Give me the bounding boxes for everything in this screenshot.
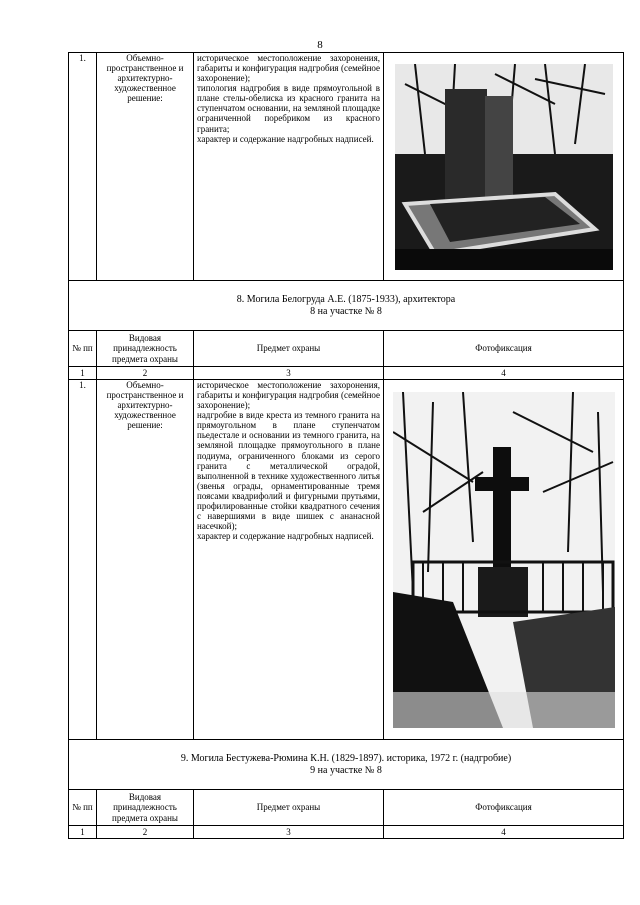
header-num: № пп xyxy=(69,790,97,826)
header-photo: Фотофиксация xyxy=(384,331,624,367)
description-item: характер и содержание надгробных надписей. xyxy=(197,531,374,542)
description-item: типология надгробия в виде прямоугольной в плане стелы-обелиска из красного гранита на ступенчатом основании, на земляной площадке ограниченной поребриком из красного гранита; xyxy=(197,83,380,134)
index-cell: 4 xyxy=(384,826,624,839)
row-number: 1. xyxy=(69,53,97,281)
header-subject: Предмет охраны xyxy=(194,790,384,826)
section-location: 8 на участке № 8 xyxy=(310,305,382,317)
row-category: Объемно-пространственное и архитектурно-художественное решение: xyxy=(97,53,194,281)
grave-cross-photo xyxy=(393,392,615,728)
header-num: № пп xyxy=(69,331,97,367)
index-cell: 2 xyxy=(97,826,194,839)
index-cell: 3 xyxy=(194,367,384,380)
header-category: Видовая принадлежность предмета охраны xyxy=(97,790,194,826)
index-cell: 4 xyxy=(384,367,624,380)
section-header xyxy=(69,740,624,790)
column-indexes xyxy=(69,826,624,839)
index-cell: 1 xyxy=(69,367,97,380)
heritage-table xyxy=(68,52,624,839)
row-description xyxy=(194,380,384,740)
table-row xyxy=(69,53,624,281)
photo-cell xyxy=(384,380,624,740)
header-subject: Предмет охраны xyxy=(194,331,384,367)
description-item: надгробие в виде креста из темного гранита на прямоугольном в плане ступенчатом пьедестале и основании из темного гранита, на земляной площадке прямоугольного в плане подиума, ограниченного блоками из серого гранита с металлической оградой, выполненной в технике художественного литья (звенья ограды, орнаментированные тремя поясами квадрифолий и фигурными прутьями, профилированные стойки квадратного сечения с навершиями в виде шишек с ананасной насечкой); xyxy=(197,410,380,532)
section-header xyxy=(69,281,624,331)
index-cell: 2 xyxy=(97,367,194,380)
photo-cell xyxy=(384,53,624,281)
row-description xyxy=(194,53,384,281)
section-title: 8. Могила Белогруда А.Е. (1875-1933), архитектора xyxy=(236,293,456,305)
index-cell: 1 xyxy=(69,826,97,839)
index-cell: 3 xyxy=(194,826,384,839)
header-category: Видовая принадлежность предмета охраны xyxy=(97,331,194,367)
row-category: Объемно-пространственное и архитектурно-художественное решение: xyxy=(97,380,194,740)
column-headers xyxy=(69,790,624,826)
page-number: 8 xyxy=(317,39,323,51)
column-headers xyxy=(69,331,624,367)
description-item: историческое местоположение захоронения, габариты и конфигурация надгробия (семейное захоронение); xyxy=(197,53,380,84)
section-title: 9. Могила Бестужева-Рюмина К.Н. (1829-1897). историка, 1972 г. (надгробие) xyxy=(180,752,512,764)
description-item: историческое местоположение захоронения, габариты и конфигурация надгробия (семейное захоронение); xyxy=(197,380,380,411)
table-row xyxy=(69,380,624,740)
header-photo: Фотофиксация xyxy=(384,790,624,826)
column-indexes xyxy=(69,367,624,380)
grave-stele-photo xyxy=(395,64,613,270)
description-item: характер и содержание надгробных надписей. xyxy=(197,133,374,144)
row-number: 1. xyxy=(69,380,97,740)
section-location: 9 на участке № 8 xyxy=(310,764,382,776)
